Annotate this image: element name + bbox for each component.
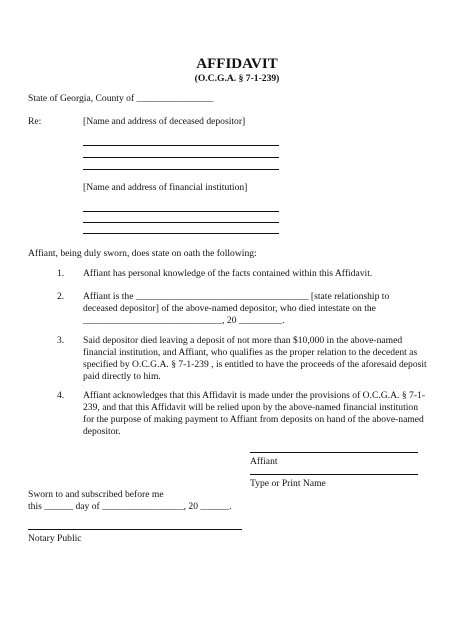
document-subtitle: (O.C.G.A. § 7-1-239) [194,73,280,84]
item-number: 2. [57,291,65,302]
type-print-name-label: Type or Print Name [250,478,326,489]
document-title: AFFIDAVIT [196,56,278,72]
item-line: _____________________________, 20 _________. [83,315,285,326]
state-county-line: State of Georgia, County of ________________ [28,93,214,104]
item-number: 4. [57,390,65,401]
notary-signature-line[interactable] [28,529,242,530]
affiant-signature-line[interactable] [250,452,418,453]
item-line: paid directly to him. [83,371,161,382]
item-line: Affiant has personal knowledge of the facts contained within this Affidavit. [83,268,373,279]
institution-line-1[interactable] [83,211,279,212]
item-line: for the purpose of making payment to Affiant from deposits on hand of the above-named [83,414,424,425]
re-label: Re: [28,116,42,127]
item-number: 1. [57,268,65,279]
print-name-line[interactable] [250,474,418,475]
affiant-intro: Affiant, being duly sworn, does state on oath the following: [28,248,257,259]
financial-institution-label: [Name and address of financial institution] [83,182,248,193]
item-line: Affiant is the ____________________________________ [state relationship to [83,291,390,302]
institution-line-2[interactable] [83,222,279,223]
item-line: depositor. [83,426,121,437]
item-number: 3. [57,335,65,346]
depositor-line-1[interactable] [83,145,279,146]
sworn-date-line: this ______ day of _________________, 20 ______. [28,501,232,512]
item-line: Said depositor died leaving a deposit of not more than $10,000 in the above-named [83,335,403,346]
item-line: deceased depositor] of the above-named depositor, who died intestate on the [83,303,376,314]
item-line: Affiant acknowledges that this Affidavit is made under the provisions of O.C.G.A. § 7-1- [83,390,426,401]
affiant-label: Affiant [250,456,278,467]
notary-public-label: Notary Public [28,533,82,544]
depositor-line-3[interactable] [83,169,279,170]
deceased-depositor-label: [Name and address of deceased depositor] [83,116,246,127]
item-line: 239, and that this Affidavit will be relied upon by the above-named financial institution [83,402,418,413]
sworn-statement: Sworn to and subscribed before me [28,489,164,500]
depositor-line-2[interactable] [83,157,279,158]
item-line: specified by O.C.G.A. § 7-1-239 , is entitled to have the proceeds of the aforesaid deposit [83,359,427,370]
institution-line-3[interactable] [83,233,279,234]
item-line: financial institution, and Affiant, who qualifies as the proper relation to the decedent as [83,347,418,358]
